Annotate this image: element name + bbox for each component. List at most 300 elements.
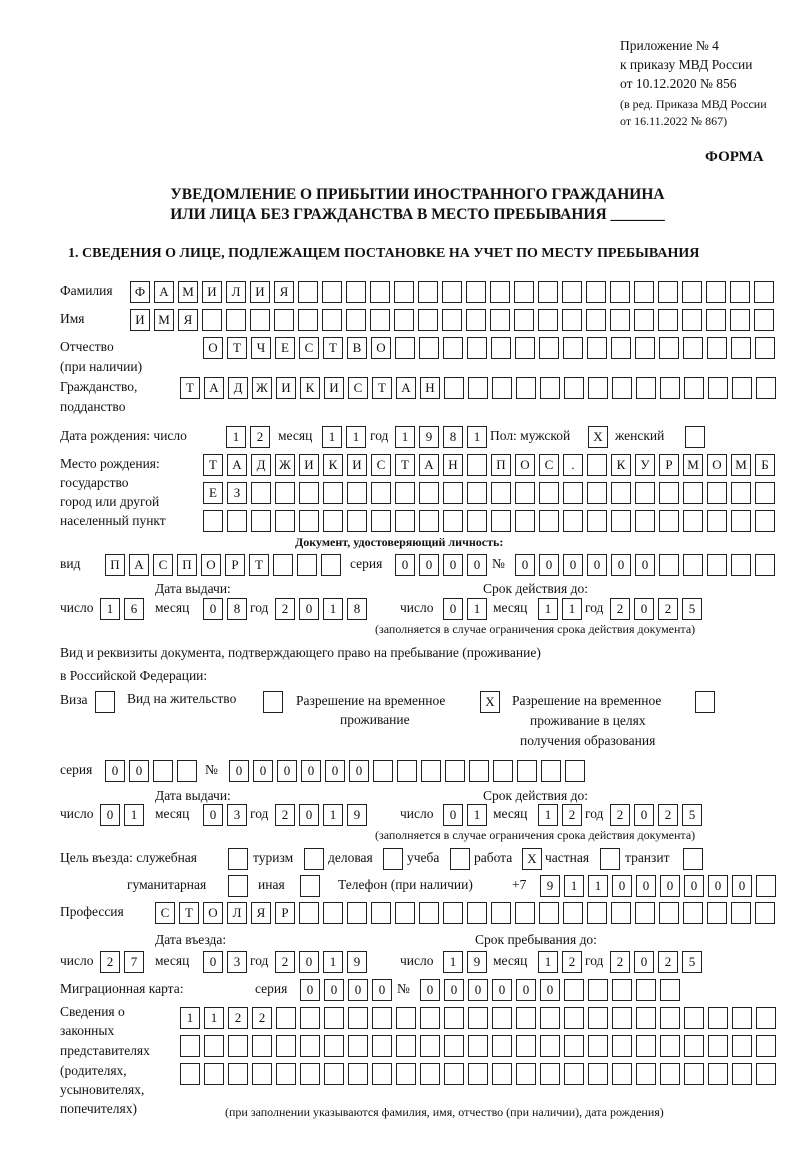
surname-cell[interactable]: Ф	[130, 281, 150, 303]
temp-permit-edu-checkbox[interactable]	[695, 691, 715, 713]
id-issue-year-cell[interactable]: 8	[347, 598, 367, 620]
stay-until-year-cell[interactable]: 0	[634, 951, 654, 973]
birth-year-cell[interactable]: 8	[443, 426, 463, 448]
sex-female-checkbox[interactable]	[685, 426, 705, 448]
stay-valid-day-cell[interactable]: 1	[467, 804, 487, 826]
surname-cell[interactable]	[346, 281, 366, 303]
profession-cell[interactable]	[539, 902, 559, 924]
surname-cell[interactable]	[490, 281, 510, 303]
entry-year-cell[interactable]: 9	[347, 951, 367, 973]
id-valid-month-cell[interactable]: 1	[538, 598, 558, 620]
birthplace-cell[interactable]	[299, 482, 319, 504]
birthplace-cell[interactable]: К	[611, 454, 631, 476]
birthplace-cell[interactable]	[275, 510, 295, 532]
birthplace-cell[interactable]	[395, 482, 415, 504]
name-cell[interactable]	[322, 309, 342, 331]
birthplace-cell[interactable]	[563, 510, 583, 532]
birthplace-cell[interactable]	[395, 510, 415, 532]
stay-number-cell[interactable]	[469, 760, 489, 782]
birthplace-cell[interactable]: Ж	[275, 454, 295, 476]
surname-cell[interactable]	[658, 281, 678, 303]
profession-cell[interactable]	[587, 902, 607, 924]
birthplace-cell[interactable]: Е	[203, 482, 223, 504]
representative-cell[interactable]	[708, 1007, 728, 1029]
profession-cell[interactable]	[467, 902, 487, 924]
representative-cell[interactable]	[756, 1007, 776, 1029]
id-kind-cell[interactable]: Т	[249, 554, 269, 576]
representative-cell[interactable]	[420, 1007, 440, 1029]
birthplace-cell[interactable]	[659, 510, 679, 532]
representative-cell[interactable]	[516, 1007, 536, 1029]
representative-cell[interactable]	[540, 1007, 560, 1029]
birth-year-cell[interactable]: 1	[467, 426, 487, 448]
stay-valid-year-cell[interactable]: 2	[658, 804, 678, 826]
representative-cell[interactable]	[588, 1063, 608, 1085]
residence-checkbox[interactable]	[263, 691, 283, 713]
surname-cell[interactable]	[754, 281, 774, 303]
migration-number-cell[interactable]	[660, 979, 680, 1001]
birthplace-cell[interactable]	[299, 510, 319, 532]
surname-cell[interactable]	[370, 281, 390, 303]
stay-issue-year-cell[interactable]: 2	[275, 804, 295, 826]
birthplace-cell[interactable]	[587, 454, 607, 476]
patronymic-cell[interactable]: В	[347, 337, 367, 359]
surname-cell[interactable]	[634, 281, 654, 303]
birth-day-cell[interactable]: 2	[250, 426, 270, 448]
name-cell[interactable]	[682, 309, 702, 331]
birthplace-cell[interactable]: А	[227, 454, 247, 476]
name-cell[interactable]	[466, 309, 486, 331]
citizenship-cell[interactable]	[468, 377, 488, 399]
id-kind-cell[interactable]: О	[201, 554, 221, 576]
citizenship-cell[interactable]: А	[396, 377, 416, 399]
migration-number-cell[interactable]: 0	[492, 979, 512, 1001]
birthplace-cell[interactable]	[635, 510, 655, 532]
birthplace-cell[interactable]	[611, 510, 631, 532]
name-cell[interactable]	[490, 309, 510, 331]
name-cell[interactable]	[610, 309, 630, 331]
surname-cell[interactable]	[562, 281, 582, 303]
profession-cell[interactable]	[323, 902, 343, 924]
birthplace-cell[interactable]	[611, 482, 631, 504]
profession-cell[interactable]	[731, 902, 751, 924]
patronymic-cell[interactable]: О	[371, 337, 391, 359]
profession-cell[interactable]	[371, 902, 391, 924]
citizenship-cell[interactable]: Т	[180, 377, 200, 399]
id-kind-cell[interactable]	[273, 554, 293, 576]
representative-cell[interactable]	[468, 1007, 488, 1029]
citizenship-cell[interactable]	[684, 377, 704, 399]
stay-number-cell[interactable]	[397, 760, 417, 782]
birthplace-cell[interactable]: Т	[395, 454, 415, 476]
birthplace-cell[interactable]	[587, 482, 607, 504]
patronymic-cell[interactable]	[563, 337, 583, 359]
name-cell[interactable]	[658, 309, 678, 331]
representative-cell[interactable]	[444, 1007, 464, 1029]
migration-number-cell[interactable]: 0	[516, 979, 536, 1001]
phone-cell[interactable]: 9	[540, 875, 560, 897]
birthplace-cell[interactable]	[707, 482, 727, 504]
representative-cell[interactable]	[228, 1035, 248, 1057]
representative-cell[interactable]	[396, 1007, 416, 1029]
patronymic-cell[interactable]	[611, 337, 631, 359]
surname-cell[interactable]	[322, 281, 342, 303]
birth-month-cell[interactable]: 1	[346, 426, 366, 448]
birthplace-cell[interactable]	[467, 482, 487, 504]
patronymic-cell[interactable]	[635, 337, 655, 359]
surname-cell[interactable]: И	[202, 281, 222, 303]
representative-cell[interactable]	[420, 1035, 440, 1057]
stay-series-cell[interactable]: 0	[105, 760, 125, 782]
id-issue-year-cell[interactable]: 0	[299, 598, 319, 620]
migration-number-cell[interactable]	[564, 979, 584, 1001]
representative-cell[interactable]	[276, 1035, 296, 1057]
citizenship-cell[interactable]: К	[300, 377, 320, 399]
representative-cell[interactable]	[516, 1063, 536, 1085]
stay-number-cell[interactable]	[541, 760, 561, 782]
citizenship-cell[interactable]	[636, 377, 656, 399]
id-number-cell[interactable]	[755, 554, 775, 576]
birthplace-cell[interactable]: Н	[443, 454, 463, 476]
surname-cell[interactable]	[682, 281, 702, 303]
name-cell[interactable]	[442, 309, 462, 331]
patronymic-cell[interactable]: С	[299, 337, 319, 359]
representative-cell[interactable]	[324, 1035, 344, 1057]
phone-cell[interactable]	[756, 875, 776, 897]
stay-number-cell[interactable]	[445, 760, 465, 782]
birthplace-cell[interactable]: А	[419, 454, 439, 476]
stay-series-cell[interactable]: 0	[129, 760, 149, 782]
citizenship-cell[interactable]	[588, 377, 608, 399]
representative-cell[interactable]: 2	[252, 1007, 272, 1029]
patronymic-cell[interactable]	[731, 337, 751, 359]
migration-number-cell[interactable]: 0	[420, 979, 440, 1001]
name-cell[interactable]: И	[130, 309, 150, 331]
id-kind-cell[interactable]: А	[129, 554, 149, 576]
representative-cell[interactable]	[732, 1035, 752, 1057]
id-number-cell[interactable]	[731, 554, 751, 576]
representative-cell[interactable]	[588, 1007, 608, 1029]
representative-cell[interactable]	[732, 1007, 752, 1029]
citizenship-cell[interactable]: Н	[420, 377, 440, 399]
name-cell[interactable]	[394, 309, 414, 331]
birthplace-cell[interactable]	[659, 482, 679, 504]
patronymic-cell[interactable]: Ч	[251, 337, 271, 359]
citizenship-cell[interactable]	[756, 377, 776, 399]
representative-cell[interactable]	[684, 1007, 704, 1029]
migration-series-cell[interactable]: 0	[372, 979, 392, 1001]
birthplace-cell[interactable]	[539, 510, 559, 532]
representative-cell[interactable]	[300, 1007, 320, 1029]
representative-cell[interactable]: 1	[204, 1007, 224, 1029]
representative-cell[interactable]	[492, 1063, 512, 1085]
migration-number-cell[interactable]: 0	[540, 979, 560, 1001]
stay-valid-month-cell[interactable]: 2	[562, 804, 582, 826]
profession-cell[interactable]	[299, 902, 319, 924]
id-valid-year-cell[interactable]: 5	[682, 598, 702, 620]
stay-until-year-cell[interactable]: 2	[610, 951, 630, 973]
representative-cell[interactable]	[444, 1035, 464, 1057]
profession-cell[interactable]: Т	[179, 902, 199, 924]
name-cell[interactable]	[706, 309, 726, 331]
profession-cell[interactable]: Я	[251, 902, 271, 924]
id-valid-year-cell[interactable]: 0	[634, 598, 654, 620]
surname-cell[interactable]	[706, 281, 726, 303]
birthplace-cell[interactable]	[515, 510, 535, 532]
patronymic-cell[interactable]: О	[203, 337, 223, 359]
birthplace-cell[interactable]	[467, 454, 487, 476]
representative-cell[interactable]	[636, 1035, 656, 1057]
birthplace-cell[interactable]	[203, 510, 223, 532]
stay-issue-year-cell[interactable]: 1	[323, 804, 343, 826]
representative-cell[interactable]	[684, 1035, 704, 1057]
birthplace-cell[interactable]	[587, 510, 607, 532]
birthplace-cell[interactable]	[323, 482, 343, 504]
id-issue-day-cell[interactable]: 1	[100, 598, 120, 620]
stay-issue-month-cell[interactable]: 0	[203, 804, 223, 826]
citizenship-cell[interactable]: Т	[372, 377, 392, 399]
id-valid-day-cell[interactable]: 1	[467, 598, 487, 620]
profession-cell[interactable]	[755, 902, 775, 924]
birthplace-cell[interactable]	[419, 482, 439, 504]
id-issue-year-cell[interactable]: 1	[323, 598, 343, 620]
birthplace-cell[interactable]	[443, 482, 463, 504]
purpose-official-checkbox[interactable]	[228, 848, 248, 870]
citizenship-cell[interactable]	[516, 377, 536, 399]
id-number-cell[interactable]: 0	[611, 554, 631, 576]
migration-series-cell[interactable]: 0	[348, 979, 368, 1001]
id-series-cell[interactable]: 0	[467, 554, 487, 576]
stay-number-cell[interactable]	[421, 760, 441, 782]
birthplace-cell[interactable]	[347, 482, 367, 504]
id-valid-day-cell[interactable]: 0	[443, 598, 463, 620]
profession-cell[interactable]	[419, 902, 439, 924]
representative-cell[interactable]	[252, 1035, 272, 1057]
name-cell[interactable]	[538, 309, 558, 331]
patronymic-cell[interactable]	[419, 337, 439, 359]
birthplace-cell[interactable]	[227, 510, 247, 532]
stay-until-year-cell[interactable]: 2	[658, 951, 678, 973]
profession-cell[interactable]	[635, 902, 655, 924]
representative-cell[interactable]	[588, 1035, 608, 1057]
purpose-private-checkbox[interactable]	[600, 848, 620, 870]
representative-cell[interactable]	[564, 1063, 584, 1085]
representative-cell[interactable]	[612, 1007, 632, 1029]
phone-cell[interactable]: 0	[612, 875, 632, 897]
representative-cell[interactable]	[444, 1063, 464, 1085]
birthplace-cell[interactable]	[275, 482, 295, 504]
representative-cell[interactable]	[660, 1063, 680, 1085]
representative-cell[interactable]	[564, 1007, 584, 1029]
birthplace-cell[interactable]	[467, 510, 487, 532]
birthplace-cell[interactable]: М	[683, 454, 703, 476]
surname-cell[interactable]: М	[178, 281, 198, 303]
id-valid-year-cell[interactable]: 2	[658, 598, 678, 620]
birthplace-cell[interactable]	[731, 482, 751, 504]
representative-cell[interactable]	[396, 1035, 416, 1057]
profession-cell[interactable]: С	[155, 902, 175, 924]
name-cell[interactable]	[730, 309, 750, 331]
migration-series-cell[interactable]: 0	[324, 979, 344, 1001]
birthplace-cell[interactable]	[323, 510, 343, 532]
patronymic-cell[interactable]	[707, 337, 727, 359]
stay-number-cell[interactable]: 0	[349, 760, 369, 782]
representative-cell[interactable]	[348, 1063, 368, 1085]
representative-cell[interactable]	[420, 1063, 440, 1085]
patronymic-cell[interactable]: Т	[227, 337, 247, 359]
representative-cell[interactable]	[324, 1063, 344, 1085]
citizenship-cell[interactable]: А	[204, 377, 224, 399]
representative-cell[interactable]	[708, 1063, 728, 1085]
birthplace-cell[interactable]: О	[707, 454, 727, 476]
stay-number-cell[interactable]: 0	[325, 760, 345, 782]
profession-cell[interactable]	[683, 902, 703, 924]
stay-series-cell[interactable]	[153, 760, 173, 782]
stay-valid-year-cell[interactable]: 5	[682, 804, 702, 826]
surname-cell[interactable]	[538, 281, 558, 303]
name-cell[interactable]	[226, 309, 246, 331]
representative-cell[interactable]	[468, 1035, 488, 1057]
representative-cell[interactable]	[348, 1035, 368, 1057]
surname-cell[interactable]: И	[250, 281, 270, 303]
representative-cell[interactable]	[684, 1063, 704, 1085]
birthplace-cell[interactable]	[731, 510, 751, 532]
birthplace-cell[interactable]: С	[539, 454, 559, 476]
citizenship-cell[interactable]	[540, 377, 560, 399]
profession-cell[interactable]: О	[203, 902, 223, 924]
surname-cell[interactable]	[466, 281, 486, 303]
representative-cell[interactable]	[228, 1063, 248, 1085]
citizenship-cell[interactable]	[732, 377, 752, 399]
stay-number-cell[interactable]	[493, 760, 513, 782]
id-number-cell[interactable]	[683, 554, 703, 576]
surname-cell[interactable]: А	[154, 281, 174, 303]
surname-cell[interactable]	[586, 281, 606, 303]
birthplace-cell[interactable]: К	[323, 454, 343, 476]
stay-until-month-cell[interactable]: 1	[538, 951, 558, 973]
representative-cell[interactable]	[180, 1035, 200, 1057]
birthplace-cell[interactable]	[371, 510, 391, 532]
phone-cell[interactable]: 0	[732, 875, 752, 897]
name-cell[interactable]	[586, 309, 606, 331]
purpose-tourism-checkbox[interactable]	[304, 848, 324, 870]
entry-year-cell[interactable]: 1	[323, 951, 343, 973]
birthplace-cell[interactable]	[563, 482, 583, 504]
representative-cell[interactable]	[300, 1063, 320, 1085]
stay-number-cell[interactable]	[517, 760, 537, 782]
birthplace-cell[interactable]	[443, 510, 463, 532]
id-series-cell[interactable]: 0	[443, 554, 463, 576]
profession-cell[interactable]	[443, 902, 463, 924]
sex-male-checkbox[interactable]: X	[588, 426, 608, 448]
entry-year-cell[interactable]: 0	[299, 951, 319, 973]
name-cell[interactable]	[250, 309, 270, 331]
patronymic-cell[interactable]: Е	[275, 337, 295, 359]
id-kind-cell[interactable]: С	[153, 554, 173, 576]
citizenship-cell[interactable]	[660, 377, 680, 399]
birthplace-cell[interactable]: У	[635, 454, 655, 476]
birthplace-cell[interactable]	[755, 510, 775, 532]
phone-cell[interactable]: 0	[708, 875, 728, 897]
surname-cell[interactable]	[514, 281, 534, 303]
birthplace-cell[interactable]: З	[227, 482, 247, 504]
birthplace-cell[interactable]: С	[371, 454, 391, 476]
migration-number-cell[interactable]: 0	[468, 979, 488, 1001]
profession-cell[interactable]: Р	[275, 902, 295, 924]
birthplace-cell[interactable]: О	[515, 454, 535, 476]
entry-month-cell[interactable]: 3	[227, 951, 247, 973]
stay-issue-year-cell[interactable]: 9	[347, 804, 367, 826]
id-issue-month-cell[interactable]: 8	[227, 598, 247, 620]
migration-series-cell[interactable]: 0	[300, 979, 320, 1001]
representative-cell[interactable]	[636, 1063, 656, 1085]
birthplace-cell[interactable]	[683, 510, 703, 532]
representative-cell[interactable]	[492, 1035, 512, 1057]
entry-year-cell[interactable]: 2	[275, 951, 295, 973]
name-cell[interactable]	[370, 309, 390, 331]
id-number-cell[interactable]: 0	[587, 554, 607, 576]
patronymic-cell[interactable]: Т	[323, 337, 343, 359]
citizenship-cell[interactable]: Д	[228, 377, 248, 399]
citizenship-cell[interactable]: И	[276, 377, 296, 399]
stay-number-cell[interactable]: 0	[301, 760, 321, 782]
patronymic-cell[interactable]	[515, 337, 535, 359]
stay-valid-month-cell[interactable]: 1	[538, 804, 558, 826]
purpose-other-checkbox[interactable]	[300, 875, 320, 897]
patronymic-cell[interactable]	[539, 337, 559, 359]
name-cell[interactable]: Я	[178, 309, 198, 331]
migration-number-cell[interactable]	[636, 979, 656, 1001]
profession-cell[interactable]: Л	[227, 902, 247, 924]
name-cell[interactable]	[298, 309, 318, 331]
representative-cell[interactable]: 1	[180, 1007, 200, 1029]
migration-number-cell[interactable]	[588, 979, 608, 1001]
representative-cell[interactable]	[180, 1063, 200, 1085]
stay-number-cell[interactable]: 0	[229, 760, 249, 782]
birth-year-cell[interactable]: 1	[395, 426, 415, 448]
representative-cell[interactable]	[732, 1063, 752, 1085]
visa-checkbox[interactable]	[95, 691, 115, 713]
representative-cell[interactable]	[756, 1063, 776, 1085]
representative-cell[interactable]	[660, 1007, 680, 1029]
stay-number-cell[interactable]	[373, 760, 393, 782]
representative-cell[interactable]	[612, 1035, 632, 1057]
stay-until-day-cell[interactable]: 1	[443, 951, 463, 973]
id-issue-day-cell[interactable]: 6	[124, 598, 144, 620]
representative-cell[interactable]	[564, 1035, 584, 1057]
surname-cell[interactable]	[394, 281, 414, 303]
representative-cell[interactable]	[372, 1007, 392, 1029]
representative-cell[interactable]	[204, 1035, 224, 1057]
citizenship-cell[interactable]: Ж	[252, 377, 272, 399]
representative-cell[interactable]	[372, 1063, 392, 1085]
surname-cell[interactable]	[730, 281, 750, 303]
stay-valid-year-cell[interactable]: 2	[610, 804, 630, 826]
representative-cell[interactable]	[252, 1063, 272, 1085]
stay-issue-day-cell[interactable]: 1	[124, 804, 144, 826]
name-cell[interactable]	[418, 309, 438, 331]
purpose-humanitarian-checkbox[interactable]	[228, 875, 248, 897]
patronymic-cell[interactable]	[683, 337, 703, 359]
id-kind-cell[interactable]: П	[105, 554, 125, 576]
name-cell[interactable]	[514, 309, 534, 331]
entry-day-cell[interactable]: 7	[124, 951, 144, 973]
representative-cell[interactable]	[396, 1063, 416, 1085]
patronymic-cell[interactable]	[395, 337, 415, 359]
name-cell[interactable]	[562, 309, 582, 331]
birthplace-cell[interactable]: И	[299, 454, 319, 476]
representative-cell[interactable]	[324, 1007, 344, 1029]
